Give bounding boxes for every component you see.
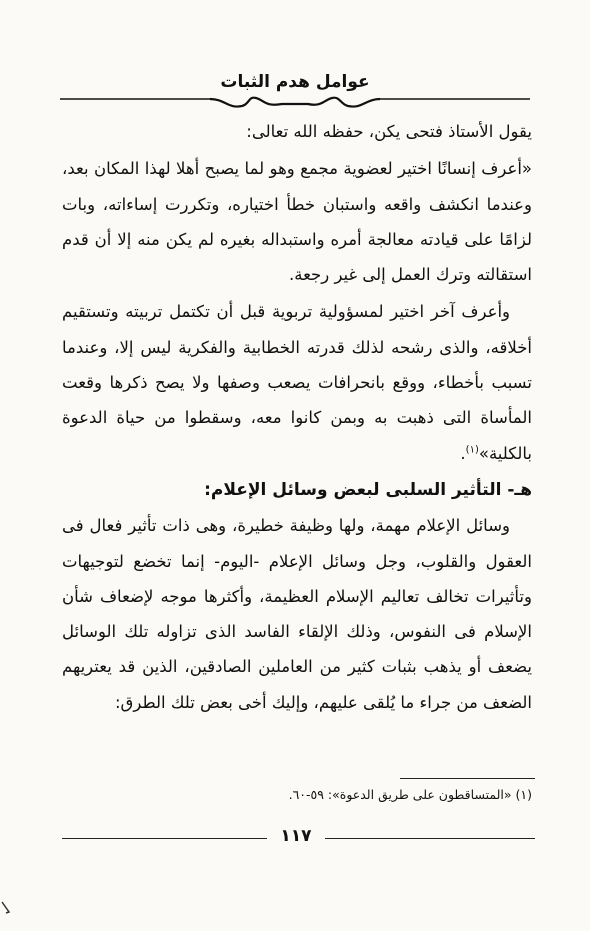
intro-line: يقول الأستاذ فتحى يكن، حفظه الله تعالى: [246, 122, 532, 141]
footnote-reference: (١) [465, 444, 479, 456]
page-number: ١١٧ [280, 826, 312, 846]
header-ornament [60, 92, 530, 112]
folio-rule-left [62, 838, 267, 839]
running-header: عوامل هدم الثبات [220, 72, 370, 92]
footnote-divider [400, 778, 535, 779]
section-paragraph: وسائل الإعلام مهمة، ولها وظيفة خطيرة، وهى ذات تأثير فعال فى العقول والقلوب، وجل وسائل الإعلام -اليوم- إنما تخضع لتوجيهات وتأثيرات تخالف تعاليم الإسلام العظيمة، وأكثرها موجه لإضعاف شأن الإسلام فى النفوس، وذلك الإلقاء الفاسد الذى تزاوله تلك الوسائل يضعف أو يذهب بثبات كثير من العاملين الصادقين، الذين قد يعتريهم الضعف من جراء ما يُلقى عليهم، وإليك أخى بعض تلك الطرق: [62, 516, 532, 712]
footnote: (١) «المتساقطون على طريق الدعوة»: ٥٩-٦٠. [288, 787, 532, 802]
quote-closing: . [460, 443, 466, 463]
quote-paragraph-1: «أعرف إنسانًا اختير لعضوية مجمع وهو لما يصبح أهلا لهذا المكان بعد، وعندما انكشف واقعه واستبان خطأ اختياره، وتكررت إساءاته، وبات لزامًا على قيادته معالجة أمره واستبداله بغيره لم يكن منه إلا أن قدم استقالته وترك العمل إلى غير رجعة. [62, 159, 532, 285]
page-body [62, 114, 532, 722]
section-heading: هـ- التأثير السلبى لبعض وسائل الإعلام: [204, 479, 532, 500]
page-edge-mark [0, 898, 14, 918]
quote-paragraph-2-text: وأعرف آخر اختير لمسؤولية تربوية قبل أن تكتمل تربيته وتستقيم أخلاقه، والذى رشحه لذلك قدرته الخطابية والفكرية ليس إلا، وعندما تسبب بأخطاء، ووقع بانحرافات يصعب وصفها ولا يصح ذكرها وقعت المأساة التى ذهبت به وبمن كانوا معه، وسقطوا من حياة الدعوة بالكلية» [62, 302, 532, 463]
folio-rule-right [325, 838, 535, 839]
quote-paragraph-2 [62, 294, 532, 470]
